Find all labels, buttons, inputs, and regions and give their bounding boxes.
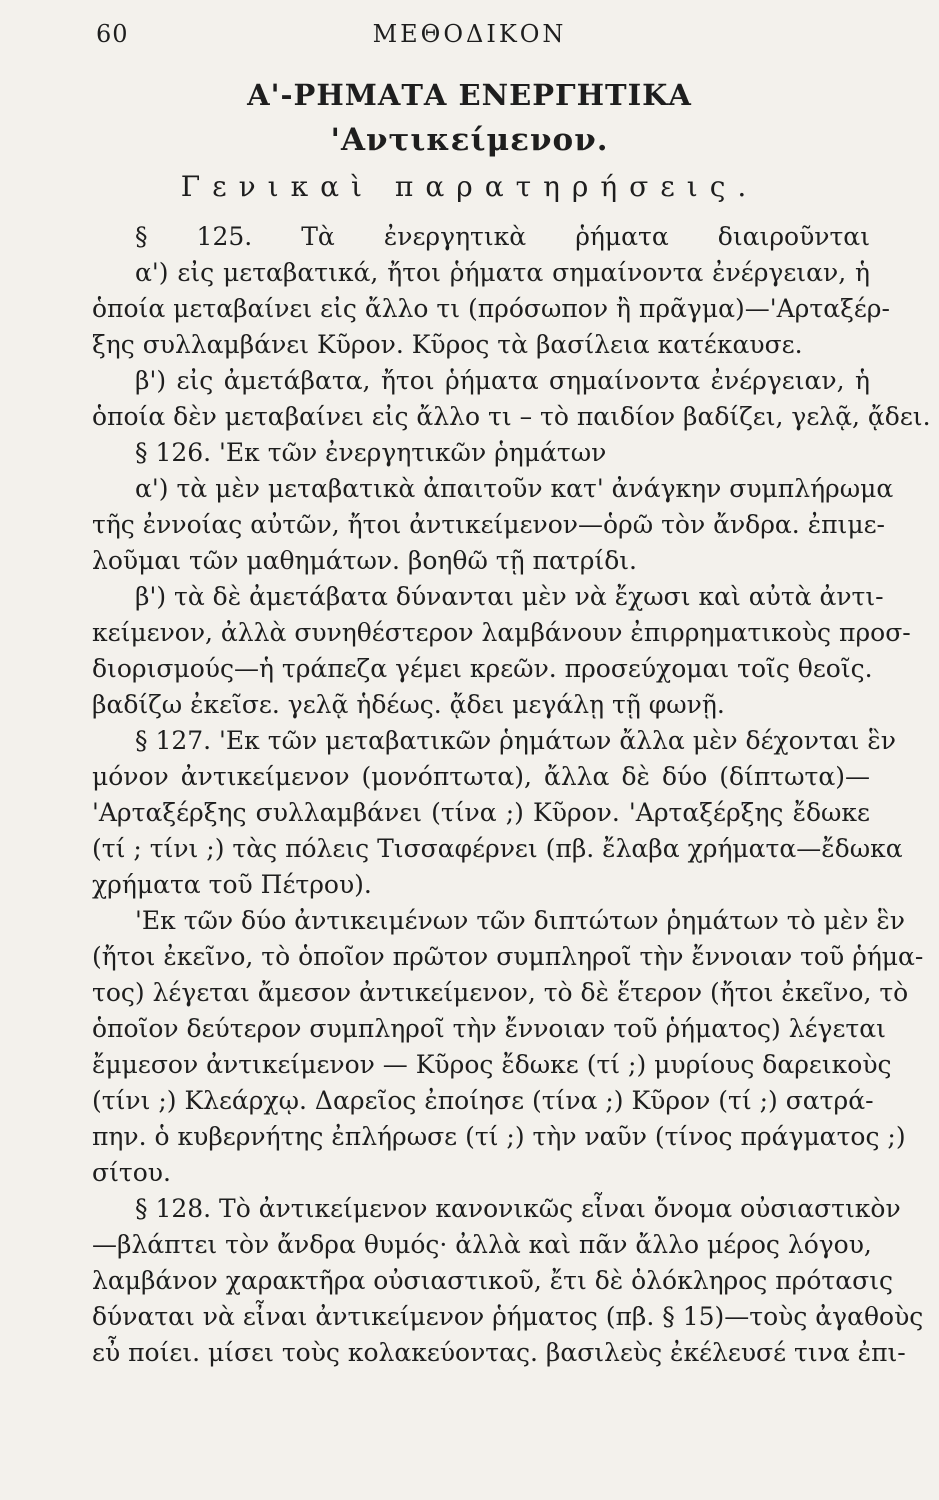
- text-line: ὁποῖον δεύτερον συμπληροῖ τὴν ἔννοιαν τοῦ ῥήματος) λέγεται: [92, 1014, 886, 1043]
- chapter-title: Α'-ΡΗΜΑΤΑ ΕΝΕΡΓΗΤΙΚΑ: [247, 78, 692, 112]
- text-line: ὁποία μεταβαίνει εἰς ἄλλο τι (πρόσωπον ἢ πρᾶγμα)—'Αρταξέρ-: [92, 294, 890, 323]
- text-line: —βλάπτει τὸν ἄνδρα θυμός· ἀλλὰ καὶ πᾶν ἄλλο μέρος λόγου,: [92, 1230, 872, 1259]
- text-line: δύναται νὰ εἶναι ἀντικείμενον ῥήματος (πβ. § 15)—τοὺς ἀγαθοὺς: [92, 1302, 924, 1331]
- text-line: μόνον ἀντικείμενον (μονόπτωτα), ἄλλα δὲ δύο (δίπτωτα)—: [92, 762, 870, 791]
- text-line: διορισμούς—ἡ τράπεζα γέμει κρεῶν. προσεύχομαι τοῖς θεοῖς.: [92, 654, 873, 683]
- text-line: τος) λέγεται ἄμεσον ἀντικείμενον, τὸ δὲ ἕτερον (ἤτοι ἐκεῖνο, τὸ: [92, 978, 909, 1007]
- text-line: β') τὰ δὲ ἀμετάβατα δύνανται μὲν νὰ ἔχωσι καὶ αὐτὰ ἀντι-: [135, 582, 884, 611]
- text-line: § 126. 'Εκ τῶν ἐνεργητικῶν ῥημάτων: [135, 438, 607, 467]
- text-line: ξης συλλαμβάνει Κῦρον. Κῦρος τὰ βασίλεια κατέκαυσε.: [92, 330, 803, 359]
- text-line: ἔμμεσον ἀντικείμενον — Κῦρος ἔδωκε (τί ;) μυρίους δαρεικοὺς: [92, 1050, 892, 1079]
- text-line: (τίνι ;) Κλεάρχῳ. Δαρεῖος ἐποίησε (τίνα ;) Κῦρον (τί ;) σατρά-: [92, 1086, 874, 1115]
- text-line: § 127. 'Εκ τῶν μεταβατικῶν ῥημάτων ἄλλα μὲν δέχονται ἓν: [135, 726, 896, 755]
- text-line: § 125. Τὰ ἐνεργητικὰ ῥήματα διαιροῦνται: [135, 222, 870, 251]
- text-line: εὖ ποίει. μίσει τοὺς κολακεύοντας. βασιλεὺς ἐκέλευσέ τινα ἐπι-: [92, 1338, 906, 1367]
- text-line: χρήματα τοῦ Πέτρου).: [92, 870, 372, 899]
- text-line: κείμενον, ἀλλὰ συνηθέστερον λαμβάνουν ἐπιρρηματικοὺς προσ-: [92, 618, 911, 647]
- running-head: ΜΕΘΟΔΙΚΟΝ: [372, 20, 567, 48]
- text-line: 'Αρταξέρξης συλλαμβάνει (τίνα ;) Κῦρον. 'Αρταξέρξης ἔδωκε: [92, 798, 870, 827]
- text-line: (ἤτοι ἐκεῖνο, τὸ ὁποῖον πρῶτον συμπληροῖ τὴν ἔννοιαν τοῦ ῥήμα-: [92, 942, 924, 971]
- page-number: 60: [96, 20, 129, 48]
- text-line: τῆς ἐννοίας αὐτῶν, ἤτοι ἀντικείμενον—ὁρῶ τὸν ἄνδρα. ἐπιμε-: [92, 510, 885, 539]
- text-line: λοῦμαι τῶν μαθημάτων. βοηθῶ τῇ πατρίδι.: [92, 546, 637, 575]
- text-line: α') τὰ μὲν μεταβατικὰ ἀπαιτοῦν κατ' ἀνάγκην συμπλήρωμα: [135, 474, 894, 503]
- text-line: σίτου.: [92, 1158, 171, 1187]
- text-line: 'Εκ τῶν δύο ἀντικειμένων τῶν διπτώτων ῥημάτων τὸ μὲν ἓν: [135, 906, 905, 935]
- section-heading: Γενικαὶ παρατηρήσεις.: [180, 170, 759, 203]
- text-line: λαμβάνον χαρακτῆρα οὐσιαστικοῦ, ἔτι δὲ ὁλόκληρος πρότασις: [92, 1266, 894, 1295]
- chapter-subtitle: 'Αντικείμενον.: [330, 122, 609, 158]
- text-line: (τί ; τίνι ;) τὰς πόλεις Τισσαφέρνει (πβ. ἔλαβα χρήματα—ἔδωκα: [92, 834, 903, 863]
- text-line: β') εἰς ἀμετάβατα, ἤτοι ῥήματα σημαίνοντα ἐνέργειαν, ἡ: [135, 366, 870, 395]
- page-header: [0, 20, 939, 54]
- text-line: βαδίζω ἐκεῖσε. γελᾷ ἡδέως. ᾄδει μεγάλῃ τῇ φωνῇ.: [92, 690, 725, 719]
- text-line: § 128. Τὸ ἀντικείμενον κανονικῶς εἶναι ὄνομα οὐσιαστικὸν: [135, 1194, 901, 1223]
- text-line: ὁποία δὲν μεταβαίνει εἰς ἄλλο τι – τὸ παιδίον βαδίζει, γελᾷ, ᾄδει.: [92, 402, 931, 431]
- text-line: α') εἰς μεταβατικά, ἤτοι ῥήματα σημαίνοντα ἐνέργειαν, ἡ: [135, 258, 870, 287]
- text-line: πην. ὁ κυβερνήτης ἐπλήρωσε (τί ;) τὴν ναῦν (τίνος πράγματος ;): [92, 1122, 906, 1151]
